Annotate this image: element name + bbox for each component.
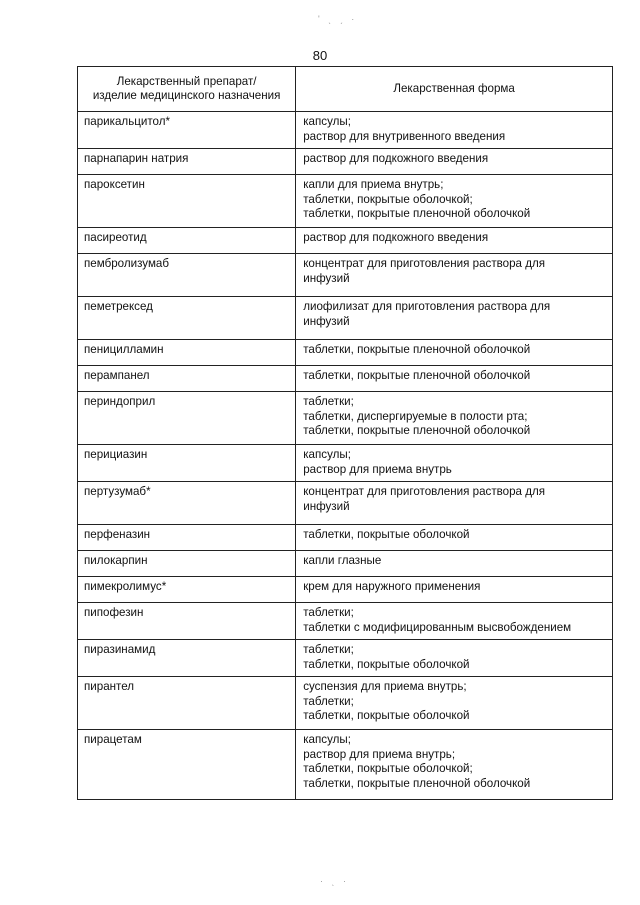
drug-name-cell: пирацетам	[78, 730, 296, 800]
table-row	[78, 254, 613, 297]
dosage-form-cell	[296, 175, 613, 228]
dosage-form-line: таблетки, покрытые оболочкой;	[303, 762, 473, 775]
drug-name-cell: пеметрексед	[78, 297, 296, 340]
dosage-form-line: таблетки, покрытые пленочной оболочкой	[303, 369, 531, 382]
table-row	[78, 677, 613, 730]
dosage-form-line: таблетки, покрытые пленочной оболочкой	[303, 343, 531, 356]
dosage-form-line: суспензия для приема внутрь;	[303, 680, 467, 693]
scan-speck-top: ' ˎ ˏ ·	[318, 14, 358, 24]
scan-speck-bottom: · ˎ ·	[320, 876, 349, 886]
table-row	[78, 366, 613, 392]
drug-name-cell: перициазин	[78, 445, 296, 482]
table-row	[78, 112, 613, 149]
dosage-form-line: таблетки, покрытые оболочкой;	[303, 192, 473, 206]
drug-name-cell: парикальцитол*	[78, 112, 296, 149]
table-row	[78, 149, 613, 175]
dosage-form-cell	[296, 482, 613, 525]
dosage-form-cell	[296, 730, 613, 800]
dosage-form-line: таблетки;	[303, 643, 354, 656]
dosage-form-cell	[296, 254, 613, 297]
dosage-form-line: таблетки;	[303, 395, 354, 408]
table-row	[78, 228, 613, 254]
dosage-form-cell	[296, 677, 613, 730]
table-row	[78, 445, 613, 482]
dosage-form-line: концентрат для приготовления раствора для	[303, 257, 546, 270]
dosage-form-line: таблетки, покрытые оболочкой	[303, 657, 470, 671]
dosage-form-cell	[296, 392, 613, 445]
dosage-form-line: раствор для приема внутрь	[303, 462, 452, 476]
drug-name-cell: пасиреотид	[78, 228, 296, 254]
dosage-form-cell	[296, 366, 613, 392]
dosage-form-line: капсулы;	[303, 115, 351, 128]
page-number: 80	[312, 48, 328, 63]
dosage-form-line: лиофилизат для приготовления раствора для	[303, 300, 551, 313]
drug-name-cell: пилокарпин	[78, 551, 296, 577]
dosage-form-line: таблетки с модифицированным высвобождением	[303, 620, 572, 634]
table-row	[78, 175, 613, 228]
drug-name-cell: пеницилламин	[78, 340, 296, 366]
dosage-form-cell	[296, 340, 613, 366]
dosage-form-cell	[296, 525, 613, 551]
dosage-form-line: раствор для приема внутрь;	[303, 747, 456, 761]
dosage-form-line: раствор для внутривенного введения	[303, 129, 506, 143]
drug-name-cell: парнапарин натрия	[78, 149, 296, 175]
dosage-form-line: капсулы;	[303, 448, 351, 461]
medication-table	[77, 66, 613, 800]
dosage-form-line: концентрат для приготовления раствора для	[303, 485, 546, 498]
dosage-form-cell	[296, 112, 613, 149]
dosage-form-cell	[296, 551, 613, 577]
drug-name-cell: пипофезин	[78, 603, 296, 640]
drug-name-cell: периндоприл	[78, 392, 296, 445]
drug-name-cell: пимекролимус*	[78, 577, 296, 603]
drug-name-cell: пертузумаб*	[78, 482, 296, 525]
dosage-form-line: таблетки;	[303, 606, 354, 619]
table-header-row	[78, 67, 613, 112]
table-row	[78, 392, 613, 445]
dosage-form-line: таблетки, покрытые пленочной оболочкой	[303, 207, 531, 220]
table-row	[78, 297, 613, 340]
dosage-form-cell	[296, 228, 613, 254]
dosage-form-line: раствор для подкожного введения	[303, 231, 489, 244]
dosage-form-line: раствор для подкожного введения	[303, 152, 489, 165]
drug-name-cell: пароксетин	[78, 175, 296, 228]
dosage-form-line: капли глазные	[303, 554, 382, 567]
drug-name-cell: пирантел	[78, 677, 296, 730]
dosage-form-cell	[296, 577, 613, 603]
dosage-form-cell	[296, 149, 613, 175]
table-row	[78, 551, 613, 577]
drug-column-header	[78, 67, 296, 112]
drug-header-line: Лекарственный препарат/	[116, 74, 257, 88]
table-row	[78, 577, 613, 603]
table-row	[78, 730, 613, 800]
dosage-form-line: таблетки;	[303, 694, 354, 708]
dosage-form-line: крем для наружного применения	[303, 580, 481, 593]
dosage-form-line: таблетки, покрытые пленочной оболочкой	[303, 424, 531, 437]
table-row	[78, 603, 613, 640]
drug-name-cell: пембролизумаб	[78, 254, 296, 297]
dosage-form-line: капсулы;	[303, 733, 351, 746]
drug-name-cell: перампанел	[78, 366, 296, 392]
table-row	[78, 640, 613, 677]
dosage-form-cell	[296, 445, 613, 482]
dosage-form-cell	[296, 603, 613, 640]
form-column-header: Лекарственная форма	[296, 67, 613, 112]
drug-name-cell: перфеназин	[78, 525, 296, 551]
table-row	[78, 482, 613, 525]
table-row	[78, 525, 613, 551]
table-row	[78, 340, 613, 366]
dosage-form-line: инфузий	[303, 314, 350, 328]
dosage-form-line: таблетки, покрытые оболочкой	[303, 528, 470, 541]
dosage-form-line: капли для приема внутрь;	[303, 178, 444, 191]
dosage-form-line: инфузий	[303, 499, 350, 513]
dosage-form-cell	[296, 297, 613, 340]
drug-name-cell: пиразинамид	[78, 640, 296, 677]
dosage-form-line: таблетки, покрытые оболочкой	[303, 709, 470, 722]
drug-header-line: изделие медицинского назначения	[92, 89, 281, 102]
dosage-form-cell	[296, 640, 613, 677]
dosage-form-line: таблетки, диспергируемые в полости рта;	[303, 409, 528, 423]
dosage-form-line: таблетки, покрытые пленочной оболочкой	[303, 776, 531, 790]
dosage-form-line: инфузий	[303, 271, 350, 285]
